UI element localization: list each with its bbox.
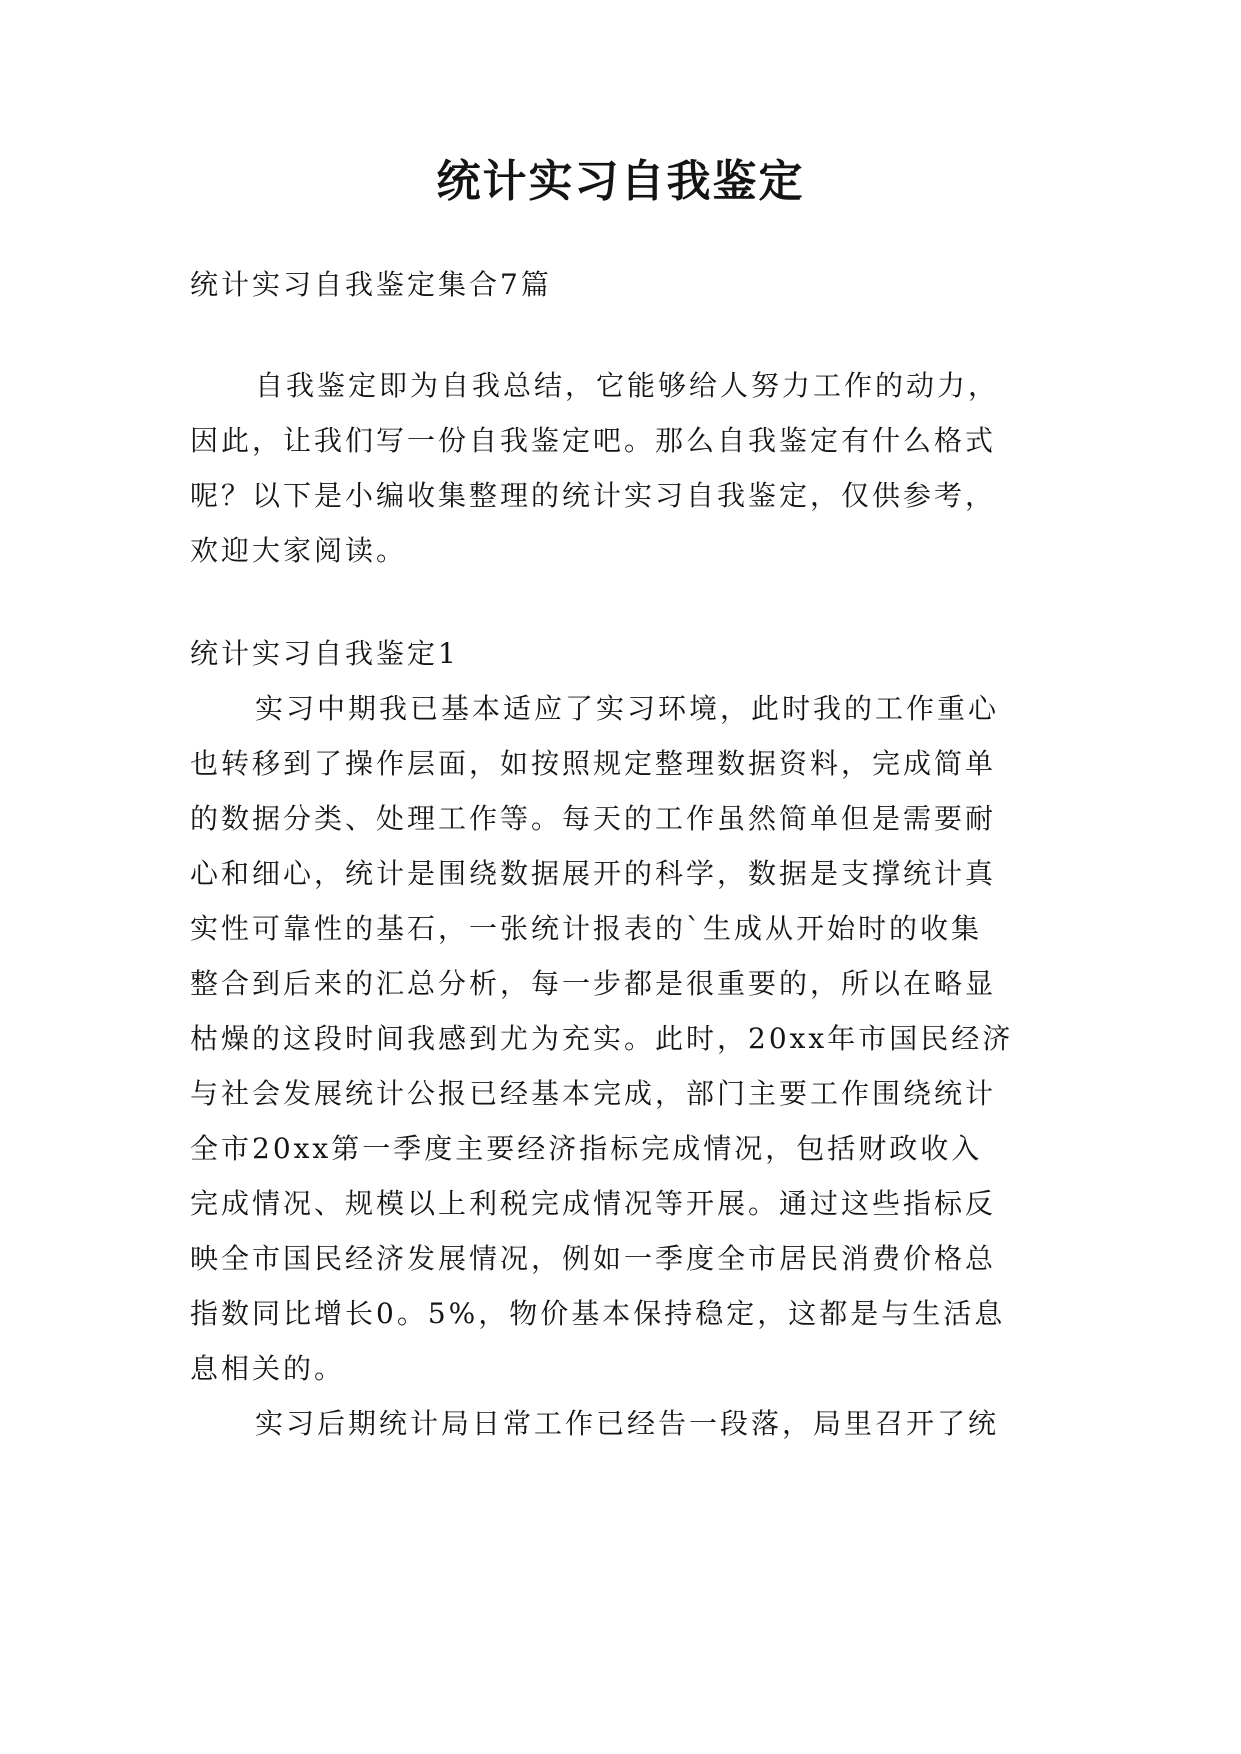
intro-line: 因此，让我们写一份自我鉴定吧。那么自我鉴定有什么格式: [190, 424, 997, 457]
intro-line: 欢迎大家阅读。: [190, 534, 408, 567]
body-line: 指数同比增长0。5%，物价基本保持稳定，这都是与生活息: [190, 1297, 1006, 1330]
page-title: 统计实习自我鉴定: [436, 156, 805, 207]
body-line: 整合到后来的汇总分析，每一步都是很重要的，所以在略显: [190, 967, 997, 1000]
section-heading: 统计实习自我鉴定1: [190, 637, 459, 670]
body-line: 全市20xx第一季度主要经济指标完成情况，包括财政收入: [190, 1132, 983, 1165]
body-line: 枯燥的这段时间我感到尤为充实。此时，20xx年市国民经济: [190, 1022, 1014, 1055]
subtitle: 统计实习自我鉴定集合7篇: [190, 268, 552, 301]
body-line: 心和细心，统计是围绕数据展开的科学，数据是支撑统计真: [190, 857, 997, 890]
intro-line: 自我鉴定即为自我总结，它能够给人努力工作的动力，: [255, 369, 1000, 402]
body-line: 实性可靠性的基石，一张统计报表的`生成从开始时的收集: [190, 912, 983, 945]
body-line: 实习后期统计局日常工作已经告一段落，局里召开了统: [255, 1407, 1000, 1440]
body-line: 也转移到了操作层面，如按照规定整理数据资料，完成简单: [190, 747, 997, 780]
body-line: 与社会发展统计公报已经基本完成，部门主要工作围绕统计: [190, 1077, 997, 1110]
body-line: 完成情况、规模以上利税完成情况等开展。通过这些指标反: [190, 1187, 997, 1220]
body-line: 的数据分类、处理工作等。每天的工作虽然简单但是需要耐: [190, 802, 997, 835]
body-line: 映全市国民经济发展情况，例如一季度全市居民消费价格总: [190, 1242, 997, 1275]
body-line: 息相关的。: [190, 1352, 346, 1385]
intro-line: 呢？以下是小编收集整理的统计实习自我鉴定，仅供参考，: [190, 479, 997, 512]
body-line: 实习中期我已基本适应了实习环境，此时我的工作重心: [255, 692, 1000, 725]
